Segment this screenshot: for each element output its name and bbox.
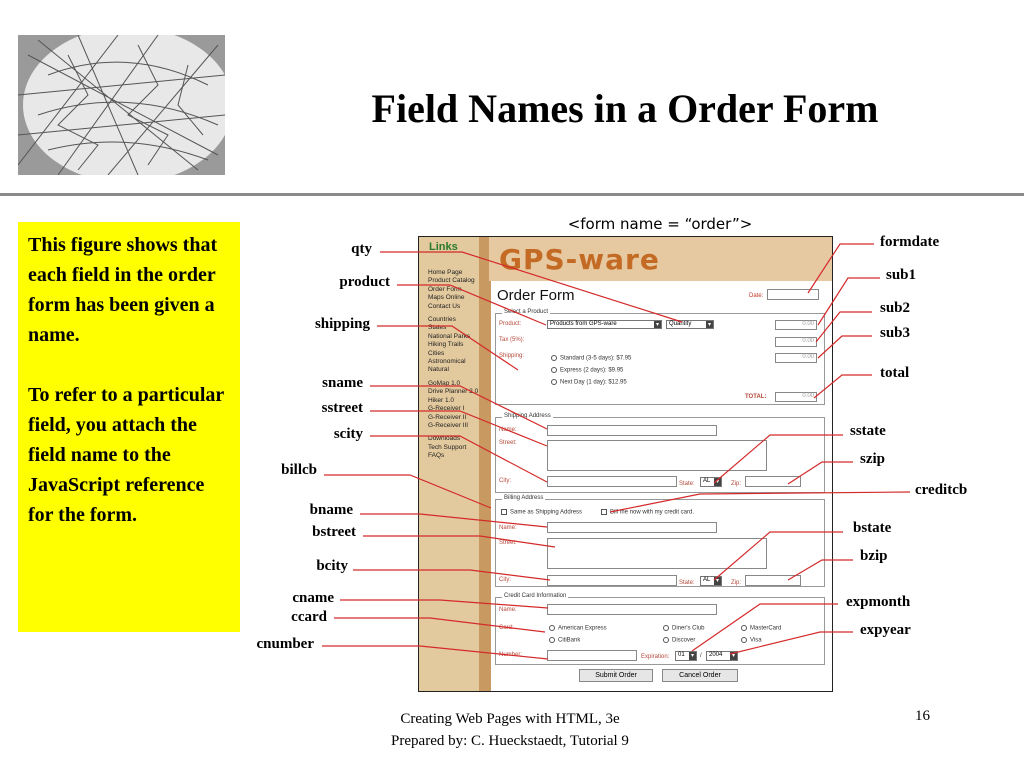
- shipping-label: Shipping:: [499, 353, 525, 359]
- sstate-select[interactable]: AL ▾: [700, 477, 722, 487]
- callout-shipping: shipping: [314, 316, 370, 332]
- satellite-dish-graphic: [18, 35, 225, 175]
- billcb-checkbox[interactable]: [501, 509, 582, 516]
- bcity-label: City:: [499, 577, 511, 583]
- bzip-field[interactable]: [745, 575, 801, 586]
- expyear-select[interactable]: 2004 ▾: [706, 651, 738, 661]
- bzip-label: Zip:: [731, 580, 742, 586]
- sidebar-link[interactable]: National Parks: [428, 332, 471, 340]
- footer-line-2: Prepared by: C. Hueckstaedt, Tutorial 9: [391, 733, 629, 749]
- callout-bcity: bcity: [316, 558, 348, 574]
- szip-label: Zip:: [731, 481, 742, 487]
- bstreet-field[interactable]: [547, 538, 767, 569]
- radio-icon: [551, 379, 557, 385]
- form-name-caption: <form name = “order”>: [567, 215, 753, 233]
- card-option-mastercard[interactable]: [741, 625, 781, 632]
- callout-formdate: formdate: [880, 234, 940, 250]
- sub3-field[interactable]: 0.00: [775, 353, 817, 363]
- sidebar-link[interactable]: FAQs: [428, 452, 445, 460]
- card-option-label: MasterCard: [750, 625, 782, 632]
- cnumber-label: Number:: [499, 652, 523, 658]
- bill-credit-label: Bill me now with my credit card.: [610, 509, 695, 516]
- callout-expmonth: expmonth: [846, 594, 911, 610]
- sstreet-field[interactable]: [547, 440, 767, 471]
- callout-cname: cname: [292, 590, 334, 606]
- sidebar-link[interactable]: G-Receiver III: [428, 421, 469, 429]
- footer-line-1: Creating Web Pages with HTML, 3e: [400, 711, 620, 727]
- sidebar-link[interactable]: Hiker 1.0: [428, 396, 455, 404]
- callout-sub2: sub2: [880, 300, 911, 316]
- radio-icon: [741, 637, 747, 643]
- callout-scity: scity: [333, 426, 363, 442]
- card-label: Card:: [499, 625, 514, 631]
- shipping-option-express[interactable]: [551, 367, 623, 374]
- sidebar-link[interactable]: Contact Us: [428, 302, 461, 310]
- sidebar-link[interactable]: Cities: [428, 349, 445, 357]
- sidebar-link[interactable]: Home Page: [428, 269, 463, 276]
- sidebar-link[interactable]: Downloads: [428, 435, 461, 443]
- links-heading: Links: [429, 241, 458, 253]
- total-label: TOTAL:: [745, 394, 767, 400]
- card-option-amex[interactable]: [549, 625, 607, 632]
- bcity-field[interactable]: [547, 575, 677, 586]
- sub2-field[interactable]: 0.00: [775, 337, 817, 347]
- cname-label: Name:: [499, 607, 517, 613]
- card-option-label: CitiBank: [558, 637, 581, 644]
- shipping-option-label: Express (2 days): $9.95: [560, 367, 624, 374]
- product-select[interactable]: Products from GPS-ware ▾: [547, 320, 662, 329]
- bname-field[interactable]: [547, 522, 717, 533]
- sidebar-link[interactable]: G-Receiver I: [428, 405, 465, 413]
- szip-field[interactable]: [745, 476, 801, 487]
- shipping-option-standard[interactable]: [551, 355, 631, 362]
- callout-ccard: ccard: [291, 609, 327, 625]
- card-option-citibank[interactable]: [549, 637, 580, 644]
- bstate-label: State:: [679, 580, 695, 586]
- sidebar-link[interactable]: Natural: [428, 366, 449, 374]
- expmonth-select[interactable]: 01 ▾: [675, 651, 697, 661]
- sidebar-link[interactable]: Product Catalog: [428, 277, 475, 285]
- callout-sstate: sstate: [850, 423, 886, 439]
- sidebar-link[interactable]: Drive Planner 2.0: [428, 388, 479, 396]
- callout-bzip: bzip: [860, 548, 888, 564]
- title-divider: [0, 193, 1024, 196]
- card-option-discover[interactable]: [663, 637, 695, 644]
- callout-bname: bname: [309, 502, 353, 518]
- radio-icon: [549, 637, 555, 643]
- sidebar-link[interactable]: Astronomical: [428, 358, 466, 366]
- total-field[interactable]: 0.00: [775, 392, 817, 402]
- satellite-dish-image: [18, 35, 225, 175]
- slide-title: Field Names in a Order Form: [371, 86, 879, 131]
- radio-icon: [549, 625, 555, 631]
- shipping-option-nextday[interactable]: [551, 379, 627, 386]
- callout-creditcb: creditcb: [915, 482, 968, 498]
- cancel-order-button[interactable]: Cancel Order: [662, 669, 738, 682]
- sidebar-group-4: [428, 435, 478, 460]
- sidebar-link[interactable]: G-Receiver II: [428, 413, 467, 421]
- date-label: Date:: [749, 293, 764, 299]
- callout-szip: szip: [860, 451, 886, 467]
- expiration-slash: /: [700, 653, 702, 659]
- expiration-label: Expiration:: [641, 654, 670, 660]
- checkbox-icon: [501, 509, 507, 515]
- order-form-heading: Order Form: [497, 287, 575, 304]
- formdate-field[interactable]: [767, 289, 819, 300]
- billing-address-legend: Billing Address: [504, 495, 544, 501]
- sstreet-label: Street:: [499, 440, 517, 446]
- card-option-label: Diner's Club: [672, 625, 705, 632]
- checkbox-icon: [601, 509, 607, 515]
- sidebar-link[interactable]: Countries: [428, 316, 456, 324]
- shipping-address-legend: Shipping Address: [504, 413, 551, 419]
- callout-bstate: bstate: [853, 520, 892, 536]
- sidebar-link[interactable]: Maps Online: [428, 294, 465, 302]
- radio-icon: [663, 637, 669, 643]
- bstate-select[interactable]: AL ▾: [700, 576, 722, 586]
- sidebar-link-list: [428, 269, 478, 466]
- callout-billcb: billcb: [281, 462, 317, 478]
- shipping-option-label: Next Day (1 day): $12.95: [560, 379, 627, 386]
- sidebar-link[interactable]: Tech Support: [428, 443, 467, 451]
- bname-label: Name:: [499, 525, 517, 531]
- sname-field[interactable]: [547, 425, 717, 436]
- callout-sub3: sub3: [880, 325, 911, 341]
- select-product-legend: Select a Product: [504, 309, 549, 315]
- callout-bstreet: bstreet: [312, 524, 356, 540]
- sub1-field[interactable]: 0.00: [775, 320, 817, 330]
- creditcb-checkbox[interactable]: [601, 509, 694, 516]
- card-option-label: American Express: [558, 625, 607, 632]
- callout-sstreet: sstreet: [321, 400, 363, 416]
- callout-cnumber: cnumber: [256, 636, 314, 652]
- cname-field[interactable]: [547, 604, 717, 615]
- callout-total: total: [880, 365, 910, 381]
- scity-label: City:: [499, 478, 511, 484]
- shipping-option-label: Standard (3-5 days): $7.95: [560, 355, 632, 362]
- callout-sname: sname: [322, 375, 363, 391]
- card-option-label: Discover: [672, 637, 696, 644]
- note-paragraph-2: To refer to a particular field, you attach the field name to the JavaScript reference for the form.: [28, 384, 224, 526]
- callout-sub1: sub1: [886, 267, 917, 283]
- radio-icon: [663, 625, 669, 631]
- same-as-shipping-label: Same as Shipping Address: [510, 509, 583, 516]
- bstreet-label: Street:: [499, 540, 517, 546]
- sname-label: Name:: [499, 427, 517, 433]
- sidebar-stripe: [479, 237, 491, 691]
- sidebar-link[interactable]: Order Form: [428, 285, 462, 293]
- callout-product: product: [339, 274, 390, 290]
- card-option-diners[interactable]: [663, 625, 705, 632]
- order-form-screenshot: [418, 236, 833, 692]
- note-paragraph-1: This figure shows that each field in the order form has been given a name.: [28, 234, 218, 346]
- radio-icon: [551, 355, 557, 361]
- sidebar-link[interactable]: States: [428, 324, 447, 332]
- sidebar-link[interactable]: GoMap 1.0: [428, 379, 461, 387]
- sidebar-group-1: [428, 269, 478, 311]
- credit-card-legend: Credit Card Information: [504, 593, 567, 599]
- callout-expyear: expyear: [860, 622, 911, 638]
- sidebar-group-3: [428, 380, 478, 430]
- page-number: 16: [915, 708, 930, 724]
- scity-field[interactable]: [547, 476, 677, 487]
- callout-qty: qty: [351, 241, 372, 257]
- submit-order-button[interactable]: Submit Order: [579, 669, 653, 682]
- sidebar-group-2: [428, 316, 478, 375]
- product-label: Product:: [499, 321, 522, 327]
- cnumber-field[interactable]: [547, 650, 637, 661]
- radio-icon: [741, 625, 747, 631]
- radio-icon: [551, 367, 557, 373]
- card-option-visa[interactable]: [741, 637, 762, 644]
- tax-label: Tax (5%):: [499, 337, 525, 343]
- card-option-label: Visa: [750, 637, 762, 644]
- sstate-label: State:: [679, 481, 695, 487]
- slide-footer: [310, 708, 710, 752]
- sidebar-link[interactable]: Hiking Trails: [428, 341, 464, 349]
- qty-select[interactable]: Quantity ▾: [666, 320, 714, 329]
- gps-ware-logo: GPS-ware: [499, 243, 660, 276]
